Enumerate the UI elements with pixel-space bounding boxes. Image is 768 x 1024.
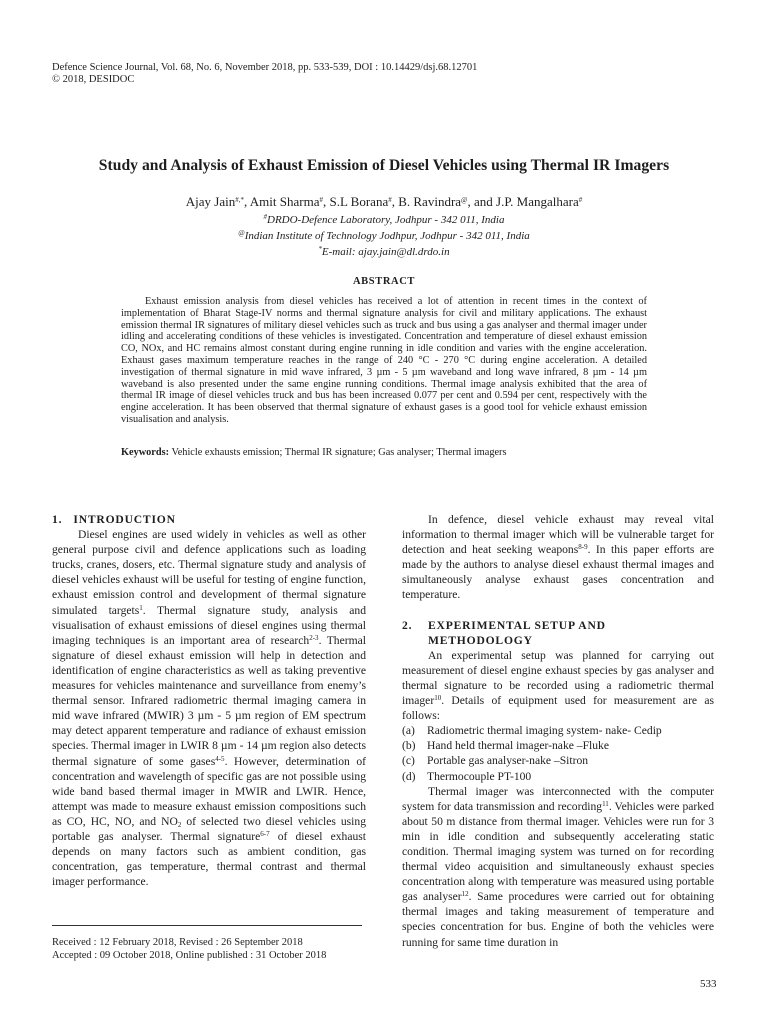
citation-ref: 10 <box>434 694 442 703</box>
affiliation-text: DRDO-Defence Laboratory, Jodhpur - 342 011, India <box>267 214 505 226</box>
keywords-text: Vehicle exhausts emission; Thermal IR signature; Gas analyser; Thermal imagers <box>171 447 507 458</box>
citation-ref: 8-9 <box>578 543 588 552</box>
subscript: 2 <box>177 820 182 829</box>
intro-text: . Thermal signature study, analysis and visualisation of exhaust emissions of diesel engines using thermal imaging techniques is an important area of research <box>52 603 367 647</box>
intro-text: of diesel exhaust depends on many factors such as ambient condition, gas concentration, gas temperature, thermal contrast and thermal imager performance. <box>52 829 367 889</box>
intro-text: Diesel engines are used widely in vehicles as well as other general purpose civil and defence applications such as loading trucks, cranes, dosers, etc. Thermal signature study and analysis of diesel vehicles exhaust will be useful for testing of engine function, exhaust emission control and development of thermal signature simulated targets <box>52 528 366 617</box>
list-text: Radiometric thermal imaging system- nake- Cedip <box>427 724 662 738</box>
intro-text: . Thermal signature of diesel exhaust emission will help in detection and identification of engine characteristics as well as taking preventive measures for vehicles maintenance and surveillance from enemy’s thermal sensor. Infrared radiometric thermal imaging camera in mid wave infrared (MWIR) 3 µm - 5 µm region of EM spectrum may detect apparent temperature and radiance of exhaust emission species. Thermal imager in LWIR 8 µm - 14 µm region also detects thermal signature of some gases <box>52 633 366 768</box>
list-item <box>402 738 714 753</box>
section-number: 2. <box>402 618 413 632</box>
author-name: S.L Borana <box>329 194 389 209</box>
journal-copyright: © 2018, DESIDOC <box>52 74 135 85</box>
list-label: (c) <box>402 754 415 768</box>
page-number: 533 <box>700 978 717 990</box>
affiliation-text: Indian Institute of Technology Jodhpur, Jodhpur - 342 011, India <box>244 230 530 242</box>
citation-ref: 2-3 <box>309 633 319 642</box>
author-name: B. Ravindra <box>398 194 462 209</box>
journal-citation: Defence Science Journal, Vol. 68, No. 6, November 2018, pp. 533-539, DOI : 10.14429/dsj.68.12701 <box>52 62 478 73</box>
citation-ref: 11 <box>602 799 609 808</box>
list-label: (d) <box>402 769 416 783</box>
author-name: J.P. Mangalhara <box>496 194 579 209</box>
intro-continuation <box>402 512 714 603</box>
setup-text: . Details of equipment used for measurement are as follows: <box>402 694 714 723</box>
footnote-rule <box>52 925 362 926</box>
list-item <box>402 753 714 768</box>
affiliation-mark: * <box>318 245 322 253</box>
keywords-label: Keywords: <box>121 447 170 458</box>
list-item <box>402 769 714 784</box>
affiliation-email <box>40 246 728 258</box>
list-label: (a) <box>402 724 415 738</box>
author-mark: @ <box>461 196 468 204</box>
affiliation-mark: # <box>263 213 267 221</box>
citation-ref: 4-5 <box>215 754 225 763</box>
list-item <box>402 723 714 738</box>
received-dates <box>52 936 382 962</box>
intro-text: of selected two diesel vehicles using portable gas analyser. Thermal signature <box>52 814 366 843</box>
author-sep: , <box>244 194 250 209</box>
introduction-paragraph <box>52 527 366 889</box>
accepted-line: Accepted : 09 October 2018, Online published : 31 October 2018 <box>52 950 327 961</box>
author-mark: # <box>388 196 392 204</box>
list-text: Portable gas analyser-nake –Sitron <box>427 754 589 768</box>
abstract-body <box>121 296 647 426</box>
setup-text: An experimental setup was planned for carrying out measurement of diesel engine exhaust species by gas analyser and thermal signature to be recorded using a radiometric thermal imager <box>402 648 714 708</box>
section-title-line: EXPERIMENTAL SETUP AND <box>428 618 606 632</box>
author-sep: , <box>391 194 399 209</box>
setup-text: . Vehicles were parked about 50 m distance from thermal imager. Vehicles were run for 3 min in idle condition and subsequently accelerating static condition. Thermal imaging system was turned on for recording thermal video acquisition and simultaneously exhaust species concentration along with temperature was measured using portable gas analyser <box>402 799 714 904</box>
setup-text: Thermal imager was interconnected with the computer system for data transmission and recording <box>402 784 714 813</box>
list-text: Hand held thermal imager-nake –Fluke <box>427 739 609 753</box>
abstract-text: Exhaust emission analysis from diesel vehicles has received a lot of attention in recent times in the context of implementation of Bharat Stage-IV norms and thermal signature analysis for civil and military applications. The exhaust emission thermal IR signatures of military diesel vehicles such as truck and bus using a gas analyser and thermal imager under idling and accelerating conditions of these vehicles is investigated. Concentration and temperature of diesel exhaust emission CO, NOx, and HC remains almost constant during engine running in idle condition and varies with the engine acceleration. Exhaust gases maximum temperature reaches in the range of 240 °C - 270 °C during engine acceleration. A detailed investigation of thermal signature in mid wave infrared, 3 µm - 5 µm waveband and long wave infrared, 8 µm - 14 µm waveband is also presented under the same engine running conditions. Thermal image analysis exhibited that the area of thermal IR image of diesel vehicles truck and bus has been increased 0.077 per cent and 0.594 per cent, respectively with the engine acceleration. It has been observed that thermal signature of exhaust gases is a good tool for vehicle exhaust emission visualisation and analysis. <box>121 296 647 425</box>
author-list <box>40 194 728 210</box>
author-name: Amit Sharma <box>249 194 320 209</box>
list-label: (b) <box>402 739 416 753</box>
keywords <box>121 447 647 458</box>
intro-text: In defence, diesel vehicle exhaust may reveal vital information to thermal imager which will be vulnerable target for detection and heat seeking weapons <box>402 513 714 557</box>
author-sep: , <box>322 194 330 209</box>
section-heading-setup <box>402 618 714 648</box>
abstract-heading: ABSTRACT <box>353 276 415 287</box>
citation-ref: 6-7 <box>260 829 270 838</box>
intro-text: . In this paper efforts are made by the authors to analyse diesel exhaust thermal images and simultaneously analyse exhaust gases concentration and temperature. <box>402 543 714 602</box>
citation-ref: 12 <box>461 890 469 899</box>
author-mark: # <box>578 196 583 204</box>
list-text: Thermocouple PT-100 <box>427 769 532 783</box>
section-heading-introduction: 1. INTRODUCTION <box>52 513 176 526</box>
author-sep: , and <box>467 194 497 209</box>
author-name: Ajay Jain <box>185 194 236 209</box>
affiliation <box>40 214 728 226</box>
citation-ref: 1 <box>139 603 143 612</box>
author-mark: # <box>319 196 323 204</box>
received-line: Received : 12 February 2018, Revised : 26 September 2018 <box>52 937 303 948</box>
right-column <box>402 512 714 950</box>
affiliation <box>40 230 728 242</box>
left-column <box>52 512 366 889</box>
equipment-list <box>402 723 714 783</box>
intro-text: . However, determination of concentration and wavelength of specific gas are not possible using wide band based thermal imager in MWIR and LWIR. Hence, attempt was made to measure exhaust emission compositions such as CO, HC, NO, and NO <box>52 754 366 828</box>
paper-title: Study and Analysis of Exhaust Emission of Diesel Vehicles using Thermal IR Imagers <box>98 157 670 174</box>
section-title-line: METHODOLOGY <box>428 633 533 647</box>
setup-paragraph <box>402 648 714 723</box>
affiliation-mark: @ <box>238 229 245 237</box>
author-mark: #,* <box>235 196 244 204</box>
setup-text: . Same procedures were carried out for obtaining thermal images and taking measurement of temperature and species concentration for bus. Engine of both the vehicles were running for same time duration in <box>402 890 714 949</box>
affiliation-text: E-mail: ajay.jain@dl.drdo.in <box>321 246 450 258</box>
setup-paragraph <box>402 784 714 950</box>
journal-header <box>52 62 712 86</box>
